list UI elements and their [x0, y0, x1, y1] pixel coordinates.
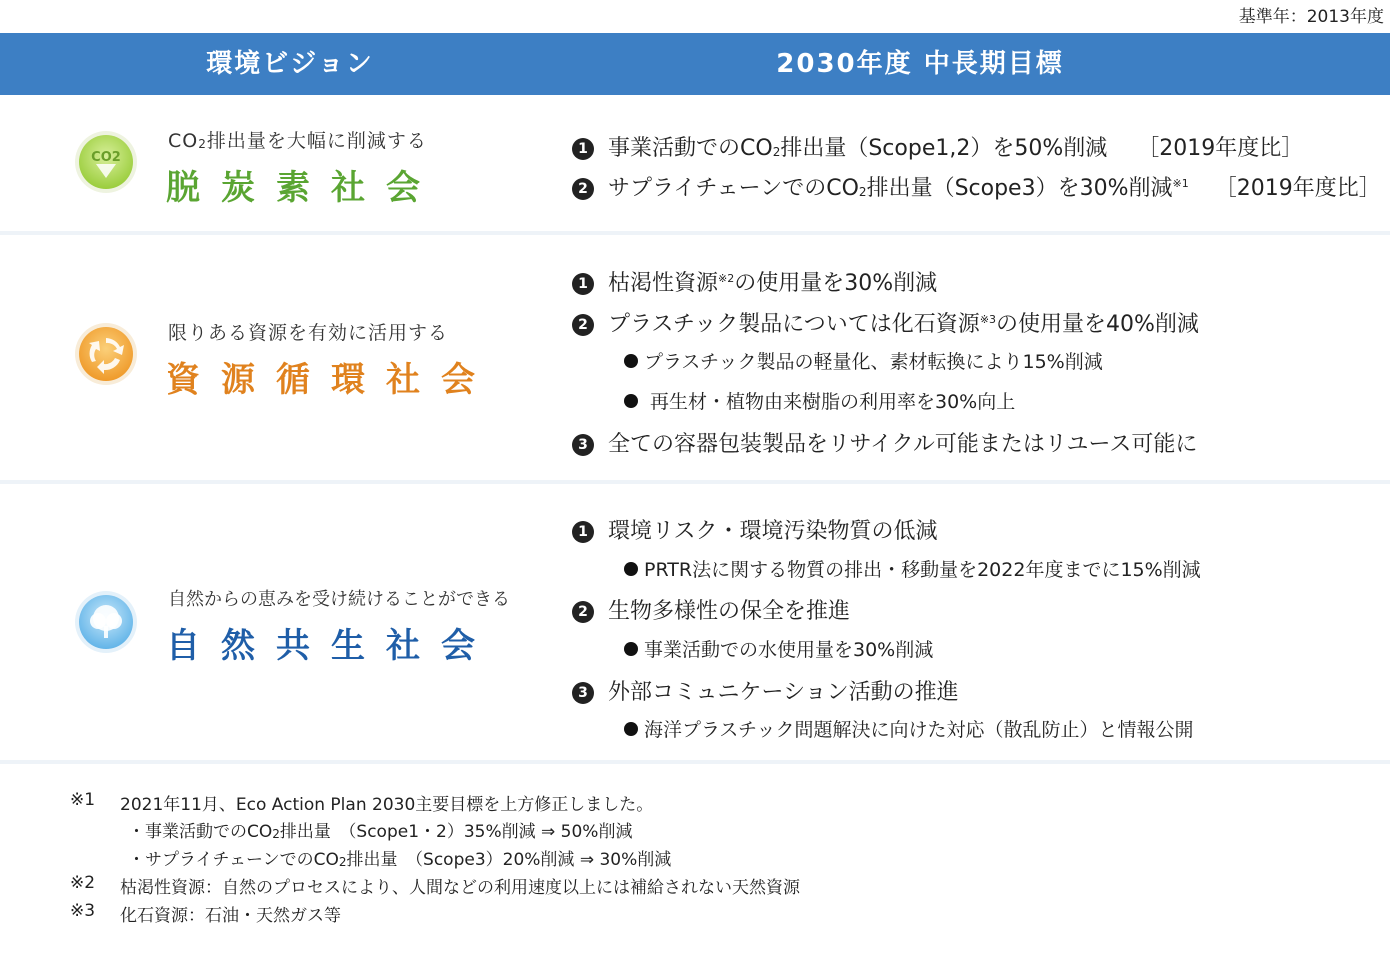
row-divider [0, 480, 1390, 484]
vision-title-nature: 自然共生社会 [166, 626, 496, 666]
bullet-icon [624, 642, 638, 656]
footnote-1-line-2: ・サプライチェーンでのCO2排出量 （Scope3）20%削減 ⇒ 30%削減 [128, 850, 672, 870]
footnote-2-text: 枯渇性資源：自然のプロセスにより、人間などの利用速度以上には補給されない天然資源 [120, 878, 800, 898]
footnote-1-text: 2021年11月、Eco Action Plan 2030主要目標を上方修正しました。 [120, 795, 654, 815]
co2-icon [74, 130, 138, 194]
goal-nature-2: 2 生物多様性の保全を推進 [572, 594, 850, 625]
footnote-3-mark: ※3 [70, 901, 96, 921]
vision-subtitle-nature: 自然からの恵みを受け続けることができる [168, 589, 510, 610]
footnote-1-line-1: ・事業活動でのCO2排出量 （Scope1・2）35%削減 ⇒ 50%削減 [128, 822, 633, 842]
svg-text:CO2: CO2 [91, 150, 121, 165]
goal-circular-3: 3 全ての容器包装製品をリサイクル可能またはリユース可能に [572, 427, 1197, 458]
goal-circular-1: 1 枯渇性資源$^{※2}$の使用量を30%削減 [572, 266, 937, 297]
header-targets: 2030年度 中長期目標 [776, 49, 1064, 79]
vision-subtitle-decarbon: CO2排出量を大幅に削減する [168, 130, 427, 152]
footnote-3-text: 化石資源：石油・天然ガス等 [120, 906, 341, 926]
row-divider [0, 760, 1390, 764]
goal-nature-2-sub: 事業活動での水使用量を30%削減 [624, 635, 933, 662]
base-year-label: 基準年：2013年度 [1238, 7, 1384, 27]
footnote-1-mark: ※1 [70, 790, 96, 810]
recycle-icon [74, 322, 138, 386]
goal-decarbon-2: 2 サプライチェーンでのCO2排出量（Scope3）を30%削減$^{※1}$ ［2019年度比］ [572, 171, 1381, 202]
vision-title-decarbon: 脱炭素社会 [166, 168, 441, 208]
goal-nature-3-sub: 海洋プラスチック問題解決に向けた対応（散乱防止）と情報公開 [624, 715, 1193, 742]
bullet-icon [624, 562, 638, 576]
bullet-icon [624, 354, 638, 368]
goal-circular-2: 2 プラスチック製品については化石資源$^{※3}$の使用量を40%削減 [572, 307, 1199, 338]
goal-circular-2-sub-2: 再生材・植物由来樹脂の利用率を30%向上 [624, 387, 1015, 414]
header-vision: 環境ビジョン [206, 49, 374, 79]
footnote-2-mark: ※2 [70, 873, 96, 893]
tree-icon [74, 590, 138, 654]
vision-title-circular: 資源循環社会 [166, 360, 496, 400]
table-header [0, 33, 1390, 95]
goal-nature-1: 1 環境リスク・環境汚染物質の低減 [572, 514, 938, 545]
bullet-icon [624, 394, 638, 408]
goal-nature-3: 3 外部コミュニケーション活動の推進 [572, 675, 959, 706]
goal-decarbon-1: 1 事業活動でのCO2排出量（Scope1,2）を50%削減 ［2019年度比］ [572, 131, 1303, 162]
bullet-icon [624, 722, 638, 736]
row-divider [0, 231, 1390, 235]
goal-circular-2-sub-1: プラスチック製品の軽量化、素材転換により15%削減 [624, 347, 1103, 374]
goal-nature-1-sub: PRTR法に関する物質の排出・移動量を2022年度までに15%削減 [624, 555, 1201, 582]
vision-subtitle-circular: 限りある資源を有効に活用する [168, 322, 449, 344]
